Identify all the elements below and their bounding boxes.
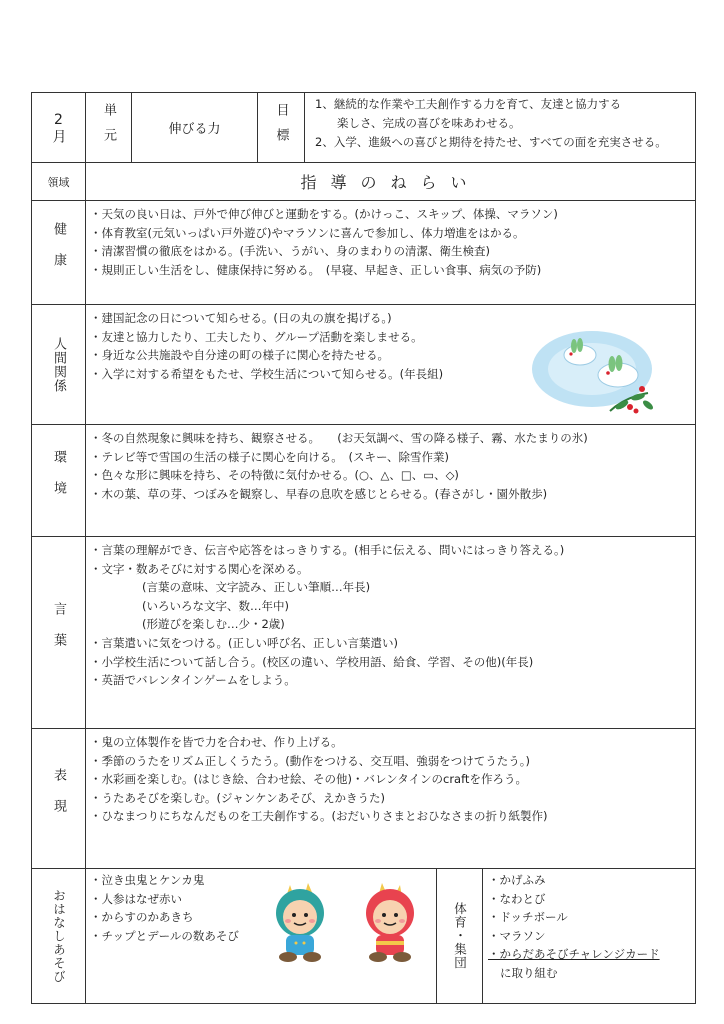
goal-text-cell <box>305 93 695 162</box>
section-label-cell <box>32 729 86 868</box>
red-oni-icon <box>354 879 426 963</box>
list-item: ・からすのかあきち <box>90 910 194 925</box>
list-item: ・ひなまつりにちなんだものを工夫創作する。(おだいりさまとおひなさまの折り紙製作) <box>90 809 548 824</box>
pe-label: 体育・集団 <box>452 902 468 970</box>
header-row <box>32 93 695 163</box>
list-item: ・木の葉、草の芽、つぼみを観察し、早春の息吹を感じとらせる。(春さがし・園外散歩) <box>90 486 548 501</box>
list-item: ・英語でバレンタインゲームをしよう。 <box>90 673 296 688</box>
title-row <box>32 163 695 201</box>
list-item: ・季節のうたをリズム正しくうたう。(動作をつける、交互唱、強弱をつけてうたう。) <box>90 753 530 768</box>
blue-oni-icon <box>264 879 336 963</box>
section-label: 表現 <box>51 767 66 830</box>
section-health <box>32 201 695 305</box>
section-language <box>32 537 695 729</box>
section-label-cell <box>32 537 86 728</box>
list-item: (形遊びを楽しむ…少・2歳) <box>142 617 285 632</box>
story-list <box>90 871 260 945</box>
section-relations <box>32 305 695 425</box>
goal-line-2: 楽しさ、完成の喜びを味あわせる。 <box>337 116 521 130</box>
section-label: 言葉 <box>51 601 66 664</box>
list-item: (言葉の意味、文字読み、正しい筆順…年長) <box>142 580 371 595</box>
list-item: ・天気の良い日は、戸外で伸び伸びと運動をする。(かけっこ、スキップ、体操、マラソン) <box>90 207 558 221</box>
pe-list <box>488 871 691 983</box>
list-item: ・マラソン <box>488 928 546 943</box>
list-item: ・文字・数あそびに対する関心を深める。 <box>90 561 309 576</box>
unit-value: 伸びる力 <box>168 122 221 137</box>
snow-rabbit-icon <box>530 327 660 417</box>
section-label-cell <box>32 305 86 424</box>
list-item: ・チップとデールの数あそび <box>90 928 239 943</box>
month-cell <box>32 93 86 162</box>
list-item: ・建国記念の日について知らせる。(日の丸の旗を掲げる。) <box>90 311 392 325</box>
section-environment <box>32 425 695 537</box>
list-item: ・からだあそびチャレンジカード <box>488 947 660 962</box>
list-item: ・言葉の理解ができ、伝言や応答をはっきりする。(相手に伝える、問いにはっきり答える。) <box>90 543 565 557</box>
list-item: ・水彩画を楽しむ。(はじき絵、合わせ絵、その他)・バレンタインのcraftを作ろう。 <box>90 772 527 787</box>
guidance-sheet <box>31 92 696 1004</box>
list-item: ・入学に対する希望をもたせ、学校生活について知らせる。(年長組) <box>90 366 444 381</box>
list-item: に取り組む <box>500 965 558 980</box>
list-item: ・規則正しい生活をし、健康保持に努める。 (早寝、早起き、正しい食事、病気の予防) <box>90 262 542 277</box>
list-item: (いろいろな文字、数…年中) <box>142 598 289 613</box>
section-label-cell <box>32 425 86 536</box>
list-item: ・小学校生活について話し合う。(校区の違い、学校用語、給食、学習、その他)(年長) <box>90 654 534 669</box>
list-item: ・かげふみ <box>488 873 546 887</box>
section-content <box>90 733 689 826</box>
pe-label-cell <box>437 869 483 1003</box>
list-item: ・言葉遣いに気をつける。(正しい呼び名、正しい言葉遣い) <box>90 635 398 650</box>
list-item: ・うたあそびを楽しむ。(ジャンケンあそび、えかきうた) <box>90 790 385 805</box>
domain-label: 領域 <box>47 175 70 189</box>
unit-label: 単元 <box>101 102 116 153</box>
list-item: ・泣き虫鬼とケンカ鬼 <box>90 873 205 887</box>
list-item: ・友達と協力したり、工夫したり、グループ活動を楽しませる。 <box>90 329 423 344</box>
goal-line-1: 1、継続的な作業や工夫創作する力を育て、友達と協力する <box>315 97 622 111</box>
month-label: 2月 <box>50 111 67 144</box>
list-item: ・人参はなぜ赤い <box>90 891 182 906</box>
unit-label-cell <box>86 93 132 162</box>
domain-label-cell <box>32 163 86 200</box>
goal-label: 目標 <box>273 102 289 153</box>
section-content <box>90 429 689 503</box>
list-item: ・鬼の立体製作を皆で力を合わせ、作り上げる。 <box>90 735 343 749</box>
list-item: ・ドッチボール <box>488 910 568 925</box>
list-item: ・色々な形に興味を持ち、その特徴に気付かせる。(○、△、□、▭、◇) <box>90 468 459 483</box>
list-item: ・身近な公共施設や自分達の町の様子に関心を持たせる。 <box>90 348 389 363</box>
list-item: ・なわとび <box>488 891 546 906</box>
list-item: ・体育教室(元気いっぱい戸外遊び)やマラソンに喜んで参加し、体力増進をはかる。 <box>90 225 525 240</box>
story-label: おはなしあそび <box>51 888 67 984</box>
section-label: 人間関係 <box>51 336 66 393</box>
section-label-cell <box>32 201 86 304</box>
bottom-row <box>32 869 695 1003</box>
goal-label-cell <box>258 93 305 162</box>
list-item: ・冬の自然現象に興味を持ち、観察させる。 (お天気調べ、雪の降る様子、霧、水たまりの氷) <box>90 431 588 445</box>
section-label: 健康 <box>51 221 66 284</box>
list-item: ・清潔習慣の徹底をはかる。(手洗い、うがい、身のまわりの清潔、衛生検査) <box>90 244 490 259</box>
story-label-cell <box>32 869 86 1003</box>
section-label: 環境 <box>51 449 66 512</box>
section-expression <box>32 729 695 869</box>
goal-line-3: 2、入学、進級への喜びと期待を持たせ、すべての面を充実させる。 <box>315 135 667 149</box>
section-content <box>90 541 689 690</box>
unit-value-cell <box>132 93 258 162</box>
list-item: ・テレビ等で雪国の生活の様子に関心を向ける。 (スキー、除雪作業) <box>90 449 450 464</box>
section-content <box>90 205 689 279</box>
guidance-title: 指導のねらい <box>300 173 481 192</box>
